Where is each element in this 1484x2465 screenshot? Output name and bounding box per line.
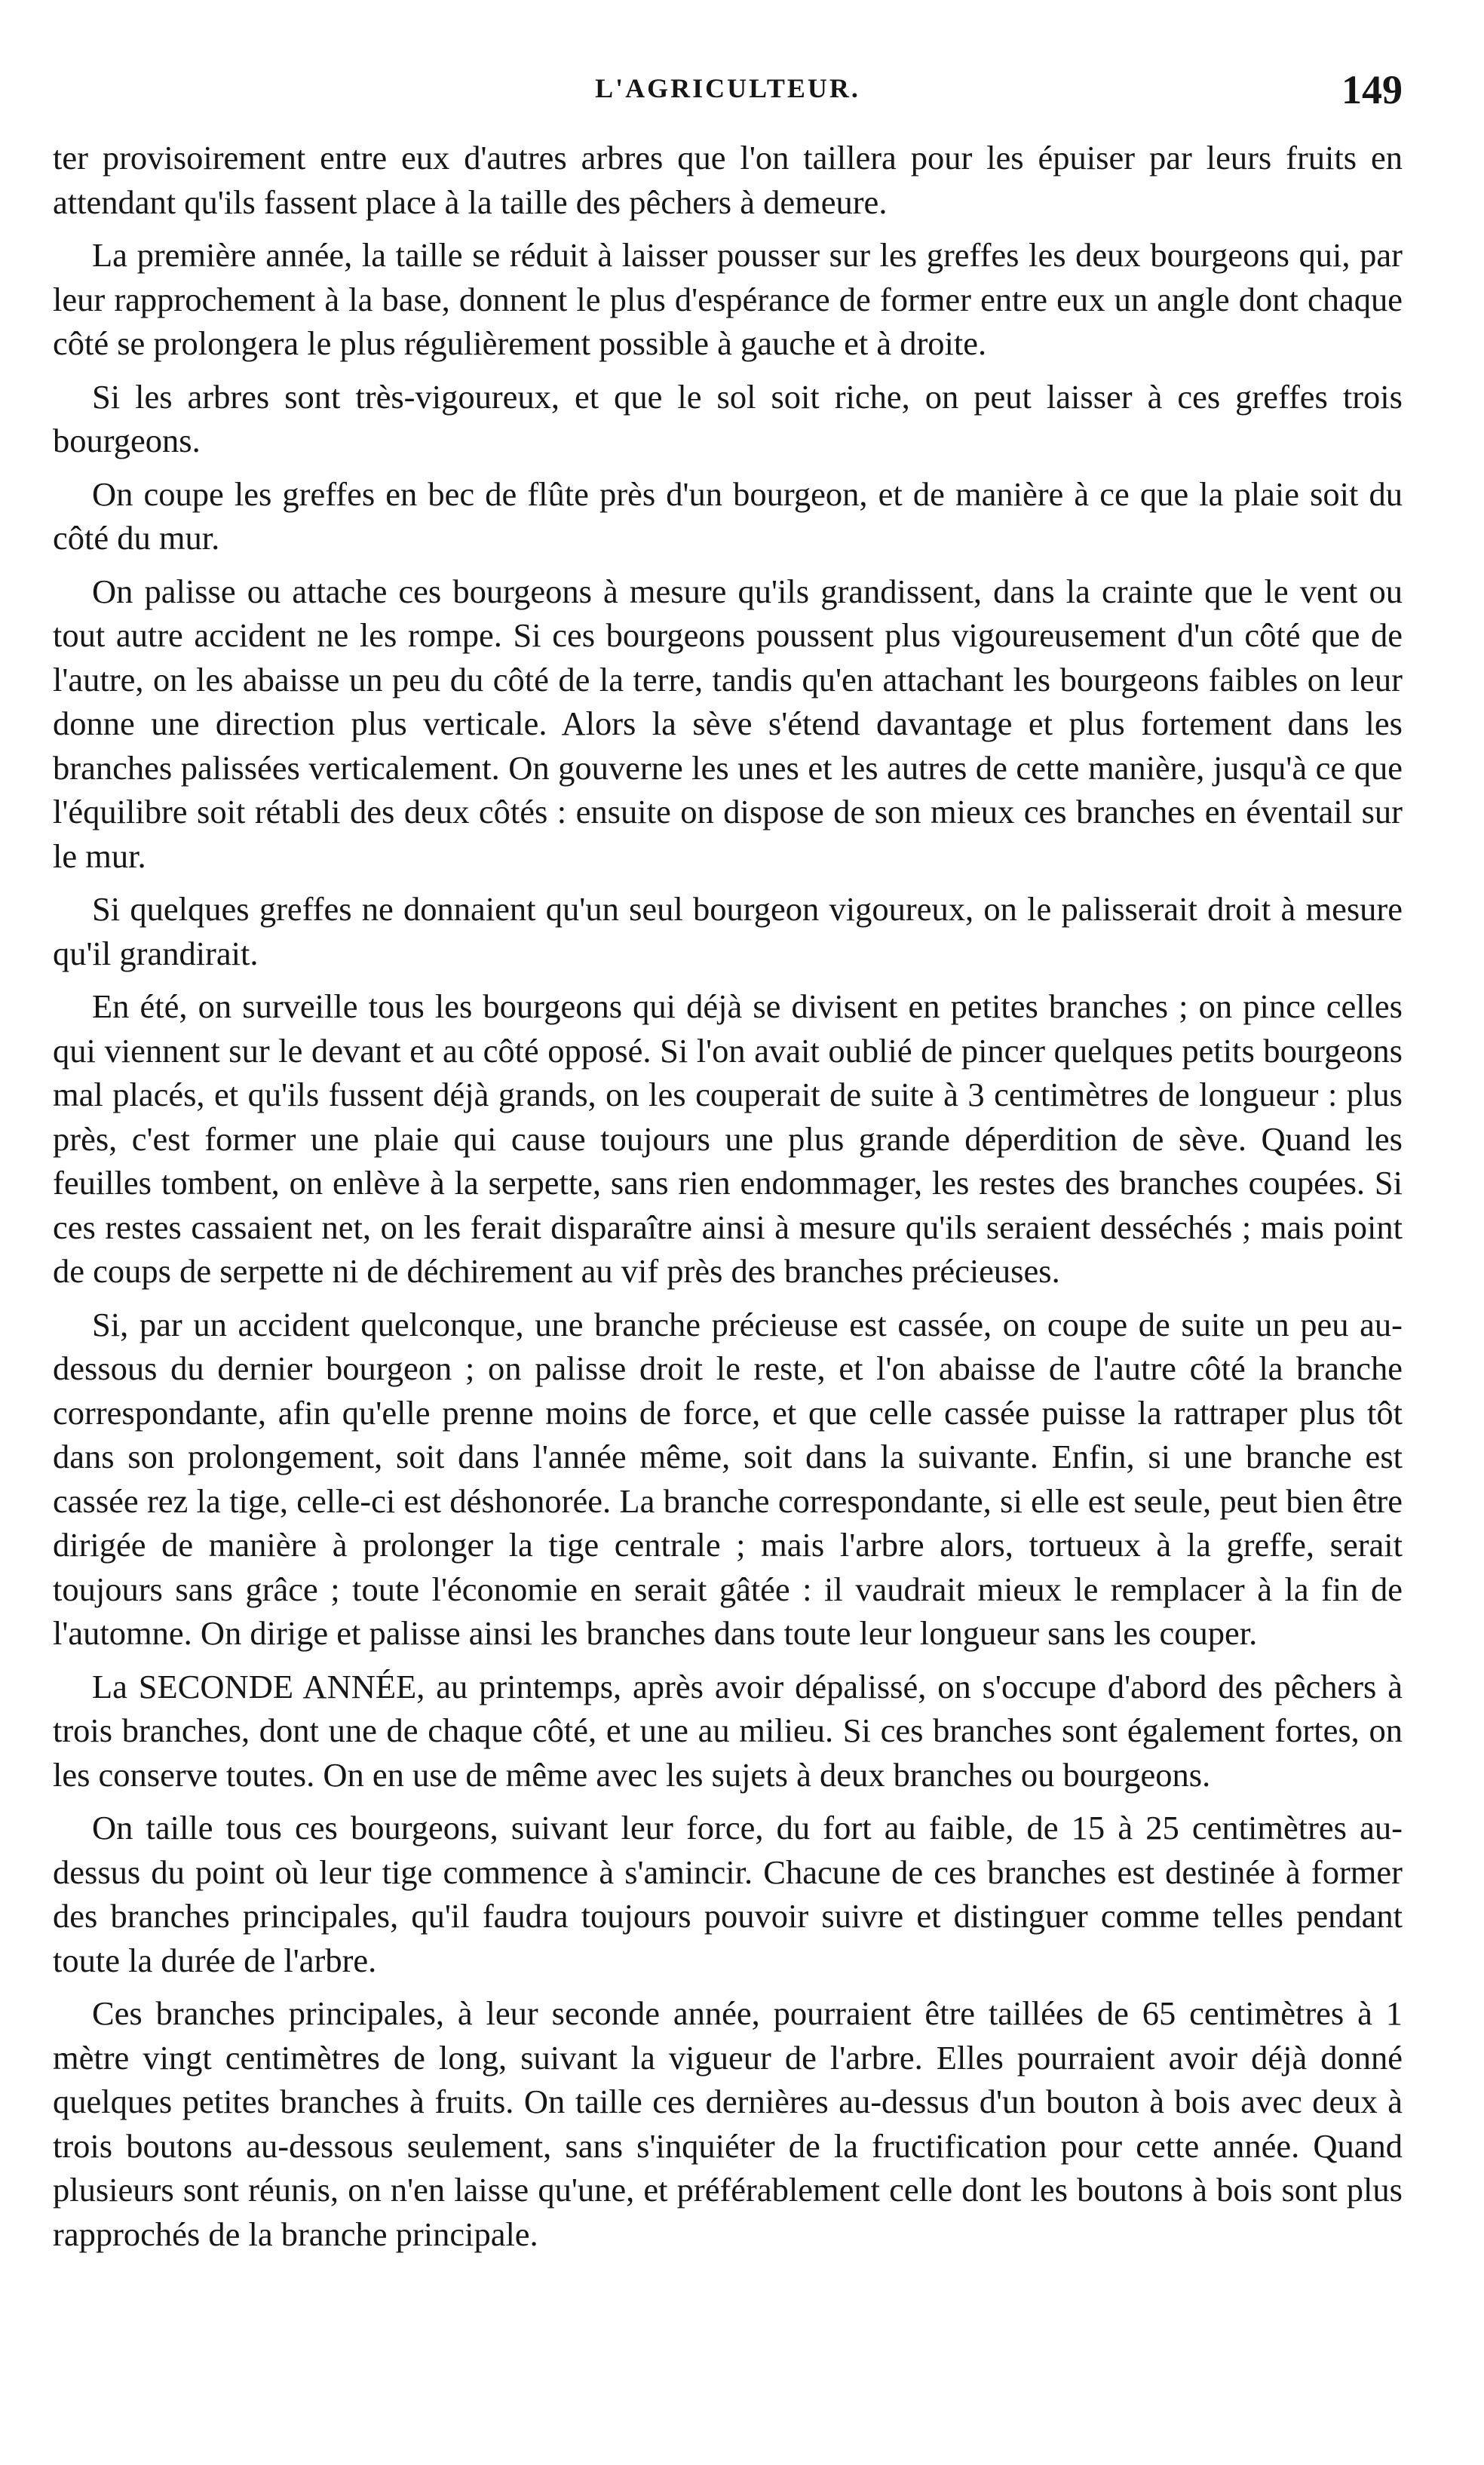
- running-title: L'AGRICULTEUR.: [595, 73, 860, 103]
- running-header: [53, 66, 1403, 119]
- text-body: [53, 136, 1403, 2256]
- paragraph: La SECONDE ANNÉE, au printemps, après avoir dépalissé, on s'occupe d'abord des pêchers à trois branches, dont une de chaque côté, et une au milieu. Si ces branches sont également fortes, on les conserve toutes. On en use de même avec les sujets à deux branches ou bourgeons.: [53, 1667, 1403, 1794]
- paragraph: La première année, la taille se réduit à laisser pousser sur les greffes les deux bourgeons qui, par leur rapprochement à la base, donnent le plus d'espérance de former entre eux un angle dont chaque côté se prolongera le plus régulièrement possible à gauche et à droite.: [53, 236, 1403, 362]
- paragraph: Si quelques greffes ne donnaient qu'un seul bourgeon vigoureux, on le palisserait droit à mesure qu'il grandirait.: [53, 890, 1403, 972]
- paragraph: On palisse ou attache ces bourgeons à mesure qu'ils grandissent, dans la crainte que le vent ou tout autre accident ne les rompe. Si ces bourgeons poussent plus vigoureusement d'un côté que de l'autre, on les abaisse un peu du côté de la terre, tandis qu'en attachant les bourgeons faibles on leur donne une direction plus verticale. Alors la sève s'étend davantage et plus fortement dans les branches palissées verticalement. On gouverne les unes et les autres de cette manière, jusqu'à ce que l'équilibre soit rétabli des deux côtés : ensuite on dispose de son mieux ces branches en éventail sur le mur.: [53, 572, 1403, 875]
- paragraph: En été, on surveille tous les bourgeons qui déjà se divisent en petites branches ; on pince celles qui viennent sur le devant et au côté opposé. Si l'on avait oublié de pincer quelques petits bourgeons mal placés, et qu'ils fussent déjà grands, on les couperait de suite à 3 centimètres de longueur : plus près, c'est former une plaie qui cause toujours une plus grande déperdition de sève. Quand les feuilles tombent, on enlève à la serpette, sans rien endommager, les restes des branches coupées. Si ces restes cassaient net, on les ferait disparaître ainsi à mesure qu'ils seraient desséchés ; mais point de coups de serpette ni de déchirement au vif près des branches précieuses.: [53, 987, 1403, 1290]
- paragraph: Ces branches principales, à leur seconde année, pourraient être taillées de 65 centimètres à 1 mètre vingt centimètres de long, suivant la vigueur de l'arbre. Elles pourraient avoir déjà donné quelques petites branches à fruits. On taille ces dernières au-dessus d'un bouton à bois avec deux à trois boutons au-dessous seulement, sans s'inquiéter de la fructification pour cette année. Quand plusieurs sont réunis, on n'en laisse qu'une, et préférablement celle dont les boutons à bois sont plus rapprochés de la branche principale.: [53, 1994, 1403, 2253]
- paragraph-continuation: ter provisoirement entre eux d'autres arbres que l'on taillera pour les épuiser par leurs fruits en attendant qu'ils fassent place à la taille des pêchers à demeure.: [53, 139, 1403, 221]
- paragraph: Si, par un accident quelconque, une branche précieuse est cassée, on coupe de suite un peu au-dessous du dernier bourgeon ; on palisse droit le reste, et l'on abaisse de l'autre côté la branche correspondante, afin qu'elle prenne moins de force, et que celle cassée puisse la rattraper plus tôt dans son prolongement, soit dans l'année même, soit dans la suivante. Enfin, si une branche est cassée rez la tige, celle-ci est déshonorée. La branche correspondante, si elle est seule, peut bien être dirigée de manière à prolonger la tige centrale ; mais l'arbre alors, tortueux à la greffe, serait toujours sans grâce ; toute l'économie en serait gâtée : il vaudrait mieux le remplacer à la fin de l'automne. On dirige et palisse ainsi les branches dans toute leur longueur sans les couper.: [53, 1305, 1403, 1652]
- paragraph: Si les arbres sont très-vigoureux, et que le sol soit riche, on peut laisser à ces greffes trois bourgeons.: [53, 377, 1403, 459]
- paragraph: On coupe les greffes en bec de flûte près d'un bourgeon, et de manière à ce que la plaie soit du côté du mur.: [53, 474, 1403, 557]
- page-number: 149: [1341, 67, 1403, 112]
- paragraph: On taille tous ces bourgeons, suivant leur force, du fort au faible, de 15 à 25 centimètres au-dessus du point où leur tige commence à s'amincir. Chacune de ces branches est destinée à former des branches principales, qu'il faudra toujours pouvoir suivre et distinguer comme telles pendant toute la durée de l'arbre.: [53, 1809, 1403, 1979]
